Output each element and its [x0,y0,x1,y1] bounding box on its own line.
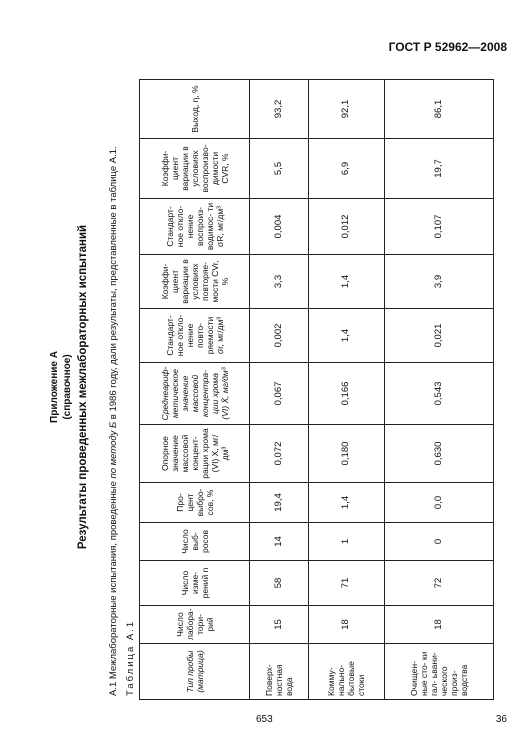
appendix-title: Приложение А [49,351,60,423]
cell-yield: 93,2 [250,80,309,139]
col-header-mean: Среднеариф- метическое значение массовой концентра- ции хрома (VI) X̄, мг/дм³ [140,363,250,425]
page-number-right: 36 [495,714,507,725]
cell-outliers: 0 [384,523,493,561]
col-header-n: Число изме- рений n [140,561,250,606]
col-header-sR: Стандарт- ное откло- нение воспроиз- водимос- ти σR, мг/дм³ [140,199,250,255]
section-title: Результаты проведенных межлабораторных испытаний [77,224,89,550]
cell-sR: 0,004 [250,199,309,255]
intro-paragraph [108,76,119,696]
cell-sr: 0,021 [384,309,493,363]
col-header-type: Тип пробы (матрица) [140,644,250,700]
cell-type: Поверх- ностная вода [250,644,309,700]
cell-n: 71 [308,561,384,606]
table-row [384,80,493,700]
table-header-row [140,80,250,700]
page-number-left: 653 [256,714,273,725]
cell-ref-value: 0,630 [384,425,493,483]
cell-cvr: 1,4 [308,255,384,309]
cell-outliers: 14 [250,523,309,561]
cell-yield: 92,1 [308,80,384,139]
cell-ref-value: 0,180 [308,425,384,483]
cell-mean: 0,543 [384,363,493,425]
cell-sr: 0,002 [250,309,309,363]
intro-text-1: А.1 Межлабораторные испытания, проведенные [108,478,119,696]
col-header-cvR: Коэффи- циент вариации в условиях воспроизво- димости CVR, % [140,139,250,199]
cell-ref-value: 0,072 [250,425,309,483]
cell-cvR: 6,9 [308,139,384,199]
col-header-yield: Выход, η, % [140,80,250,139]
cell-labs: 15 [250,606,309,644]
cell-n: 72 [384,561,493,606]
cell-cvr: 3,3 [250,255,309,309]
cell-mean: 0,166 [308,363,384,425]
cell-outlier-pct: 0,0 [384,483,493,523]
cell-labs: 18 [384,606,493,644]
cell-type: Очищен- ные сто- ки гал- ьвани- ческого произ- водства [384,644,493,700]
intro-method: по методу Б [108,421,119,479]
cell-sR: 0,012 [308,199,384,255]
table-row [250,80,309,700]
cell-cvr: 3,9 [384,255,493,309]
col-header-sr: Стандарт- ное откло- нение повто- ряемости σr, мг/дм³ [140,309,250,363]
cell-labs: 18 [308,606,384,644]
col-header-ref-value: Опорное значение массовой концент- рации хрома (VI) X, мг/дм³ [140,425,250,483]
cell-outlier-pct: 19,4 [250,483,309,523]
table-row [308,80,384,700]
intro-text-2: в 1986 году, дали результаты, представленные в таблице А.1. [108,146,119,422]
cell-mean: 0,067 [250,363,309,425]
cell-sr: 1,4 [308,309,384,363]
results-table [139,79,494,700]
appendix-subtitle: (справочное) [62,354,73,420]
col-header-outlier-pct: Про- цент выбро- сов, % [140,483,250,523]
cell-sR: 0,107 [384,199,493,255]
standard-designation: ГОСТ Р 52962—2008 [388,40,507,54]
rotated-content [40,74,500,700]
cell-outlier-pct: 1,4 [308,483,384,523]
appendix-heading [48,74,74,700]
table-caption: Таблица А.1 [125,619,136,696]
cell-outliers: 1 [308,523,384,561]
cell-n: 58 [250,561,309,606]
cell-yield: 86,1 [384,80,493,139]
col-header-outliers: Число выб- росов [140,523,250,561]
cell-cvR: 5,5 [250,139,309,199]
cell-type: Комму- нально- бытовые стоки [308,644,384,700]
cell-cvR: 19,7 [384,139,493,199]
col-header-cvr: Коэффи- циент вариации в условиях повторяе- мости CVr, % [140,255,250,309]
col-header-labs: Число лабора- тори- рий [140,606,250,644]
